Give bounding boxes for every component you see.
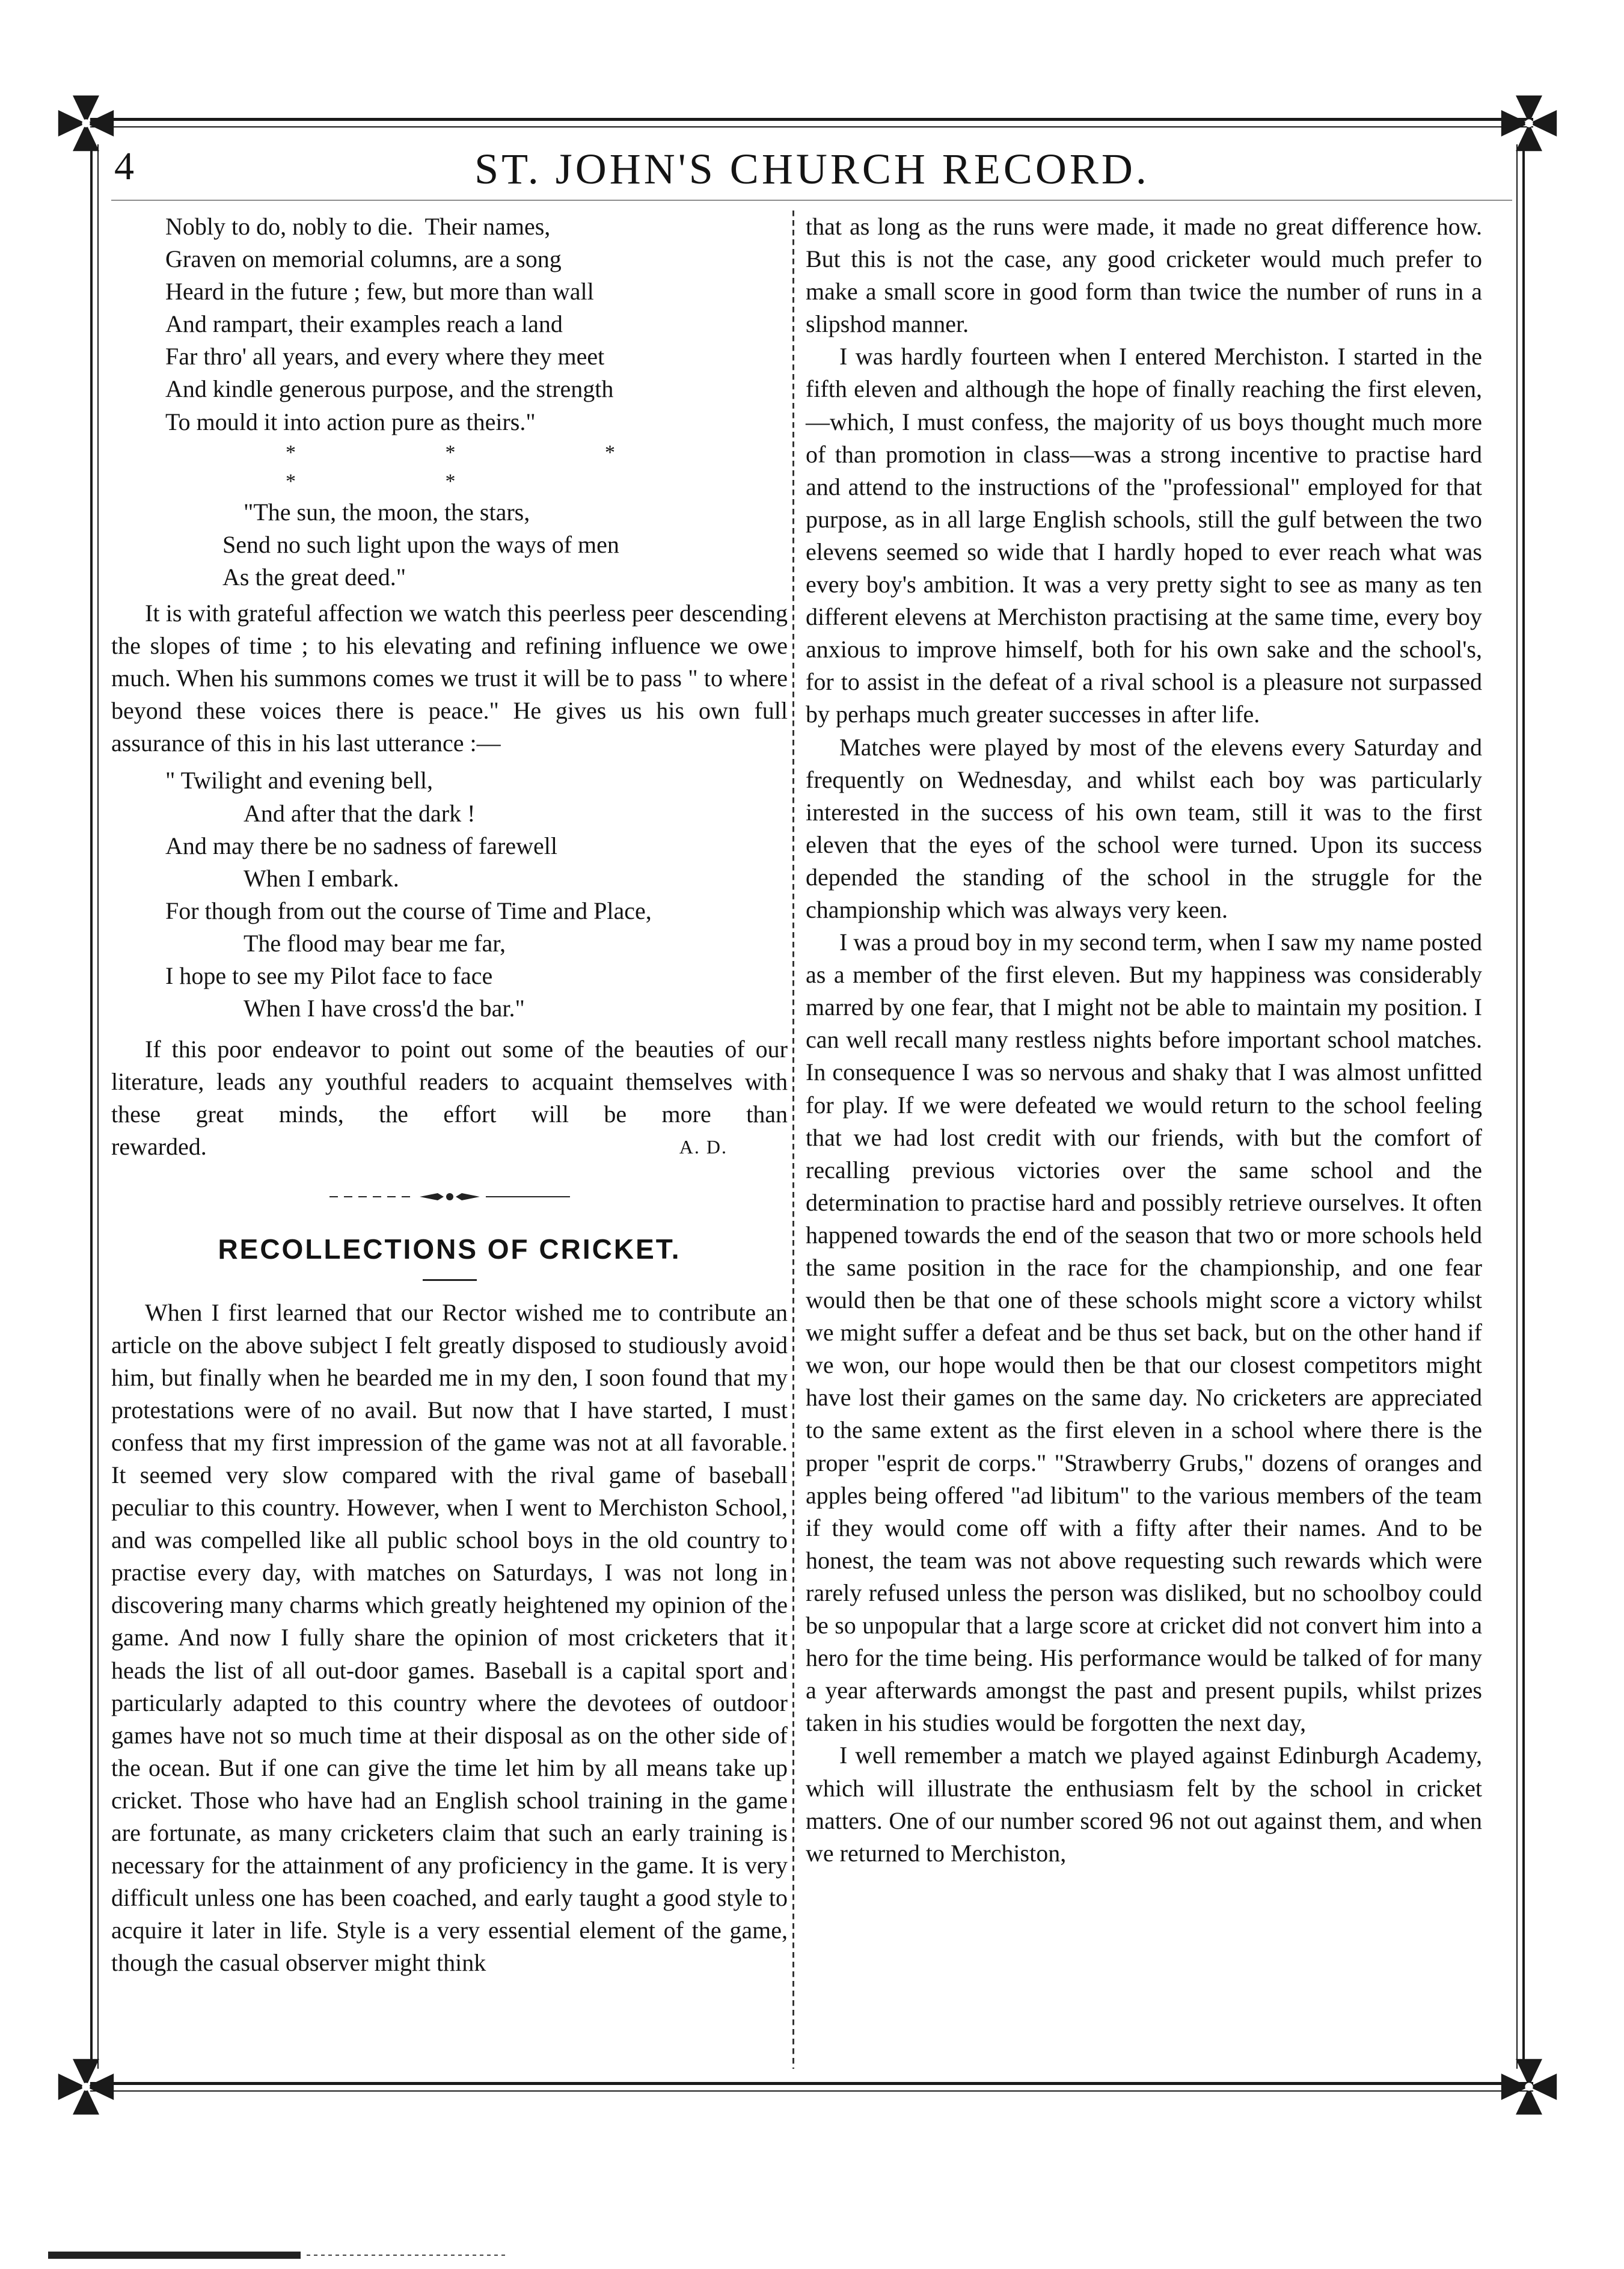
- scan-edge-bar: [48, 2250, 505, 2261]
- verse-line: And rampart, their examples reach a land: [165, 310, 563, 338]
- verse-line: Far thro' all years, and every where they meet: [165, 343, 605, 370]
- verse-line: The flood may bear me far,: [244, 929, 506, 957]
- left-column: [111, 210, 788, 2063]
- right-border-rule: [1522, 144, 1525, 2069]
- title-rule: [423, 1279, 477, 1281]
- verse-line: For though from out the course of Time and Place,: [165, 897, 652, 924]
- maltese-cross-icon: [53, 2054, 119, 2120]
- verse-line: And may there be no sadness of farewell: [165, 832, 557, 859]
- bottom-border-rule-thin: [90, 2090, 1533, 2092]
- page-number: 4: [114, 144, 134, 188]
- verse-line: Send no such light upon the ways of men: [222, 530, 619, 558]
- verse-line: " Twilight and evening bell,: [165, 767, 433, 794]
- verse-line: When I embark.: [244, 864, 399, 892]
- top-border-rule: [90, 118, 1533, 121]
- verse-line: And kindle generous purpose, and the strength: [165, 375, 614, 403]
- running-head: ST. JOHN'S CHURCH RECORD.: [474, 145, 1150, 193]
- paragraph: that as long as the runs were made, it made no great difference how. But this is not the case, any good cricketer would much prefer to make a small score in good form than twice the number of runs in a slipshod manner.: [806, 213, 1482, 338]
- paragraph: I was hardly fourteen when I entered Merchiston. I started in the fifth eleven and although the hope of finally reaching the first eleven,—which, I must confess, the majority of us boys thought much more of than promotion in class—was a strong incentive to practise hard and attend to the instructions of the "professional" employed for that purpose, as in all large English schools, still the gulf between the two elevens seemed so wide that I hardly hoped to ever reach what was every boy's ambition. It was a very pretty sight to see as many as ten different elevens at Merchiston practising at the same time, every boy anxious to improve himself, both for his own sake and the school's, for to assist in the defeat of a rival school is a pleasure not surpassed by perhaps much greater successes in after life.: [806, 343, 1482, 728]
- paragraph: Matches were played by most of the elevens every Saturday and frequently on Wednesday, and whilst each boy was particularly interested in the success of his own team, still it was to the first eleven that the eyes of the school were turned. Upon its success depended the standing of the school in the struggle for the championship which was always very keen.: [806, 733, 1482, 923]
- paragraph: It is with grateful affection we watch this peerless peer descending the slopes of time ; to his elevating and refining influence we owe much. When his summons comes we trust it will be to pass " to where beyond these voices there is peace." He gives us his own full assurance of this in his last utterance :—: [111, 599, 788, 757]
- paragraph: When I first learned that our Rector wished me to contribute an article on the above subject I felt greatly disposed to studiously avoid him, but finally when he bearded me in my den, I soon found that my protestations were of no avail. But now that I have started, I must confess that my first impression of the game was not at all favorable. It seemed very slow compared with the rival game of baseball peculiar to this country. However, when I went to Merchiston School, and was compelled like all public school boys in the old country to practise every day, with matches on Saturdays, I was not long in discovering many charms which greatly heightened my opinion of the game. And now I fully share the opinion of most cricketers that it heads the list of all out-door games. Baseball is a capital sport and particularly adapted to this country where the devotees of outdoor games have not so much time at their disposal as on the other side of the ocean. But if one can give the time let him by all means take up cricket. Those who have had an English school training in the game are fortunate, as many cricketers claim that such an early training is necessary for the attainment of any proficiency in the game. It is very difficult unless one has been coached, and early taught a good style to acquire it later in life. Style is a very essential element of the game, though the casual observer might think: [111, 1298, 788, 1977]
- verse-line: And after that the dark !: [244, 799, 476, 827]
- verse-line: I hope to see my Pilot face to face: [165, 962, 493, 989]
- verse-line: When I have cross'd the bar.": [244, 995, 525, 1022]
- right-column: [806, 210, 1482, 2063]
- left-border-rule: [90, 144, 93, 2069]
- verse-line: "The sun, the moon, the stars,: [244, 498, 530, 526]
- top-border-rule-thin: [90, 126, 1533, 127]
- paragraph: If this poor endeavor to point out some of the beauties of our literature, leads any youthful readers to acquaint themselves with these great minds, the effort will be more than: [111, 1036, 788, 1128]
- verse-line: Graven on memorial columns, are a song: [165, 245, 562, 273]
- column-divider: [792, 210, 794, 2069]
- section-title: RECOLLECTIONS OF CRICKET.: [218, 1233, 681, 1265]
- verse-line: Nobly to do, nobly to die. Their names,: [165, 213, 551, 240]
- poem-stanza: [111, 496, 788, 594]
- right-border-rule-thin: [1516, 144, 1518, 2069]
- ornamental-divider-icon: [111, 1164, 788, 1230]
- author-signature: A. D.: [679, 1136, 728, 1158]
- header-underline: [111, 200, 1512, 201]
- verse-line: To mould it into action pure as theirs.": [165, 408, 536, 435]
- maltese-cross-icon: [1496, 2054, 1562, 2120]
- paragraph: I was a proud boy in my second term, when I saw my name posted as a member of the first eleven. But my happiness was considerably marred by one fear, that I might not be able to maintain my position. I can well recall many restless nights before important school matches. In consequence I was so nervous and shaky that I was almost unfitted for play. If we were defeated we would return to the school feeling that we had lost credit with our friends, with but the comfort of recalling previous victories over the same school and the determination to practise hard and possibly retrieve ourselves. It often happened towards the end of the season that two or more schools held the same position in the race for the championship, and one fear would then be that one of these schools might score a victory whilst we might suffer a defeat and be thus set back, but on the other hand if we won, our hope would then be that our closest competitors might have lost their games on the same day. No cricketers are appreciated to the same extent as the first eleven in a school where there is the proper "esprit de corps." "Strawberry Grubs," dozens of oranges and apples being offered "ad libitum" to the various members of the team if they would come off with a fifty after their names. And to be honest, the team was not above requesting such rewards which were rarely refused unless the person was disliked, but no schoolboy could be so unpopular that a large score at cricket did not convert him into a hero for the time being. His performance would be talked of for many a year afterwards amongst the past and present pupils, whilst prizes taken in his studies would be forgotten the next day,: [806, 929, 1482, 1737]
- bottom-border-rule: [90, 2082, 1533, 2085]
- paragraph-end: rewarded.: [111, 1133, 207, 1161]
- left-border-rule-thin: [97, 144, 99, 2069]
- poem-stanza: [111, 210, 788, 438]
- verse-line: As the great deed.": [222, 563, 406, 591]
- verse-line: Heard in the future ; few, but more than wall: [165, 278, 594, 306]
- asterism: * * * * *: [286, 441, 687, 493]
- paragraph: I well remember a match we played against Edinburgh Academy, which will illustrate the enthusiasm felt by the school in cricket matters. One of our number scored 96 not out against them, and when we returned to Merchiston,: [806, 1742, 1482, 1867]
- signoff-line: [111, 1131, 788, 1163]
- poem-stanza: [111, 764, 788, 1025]
